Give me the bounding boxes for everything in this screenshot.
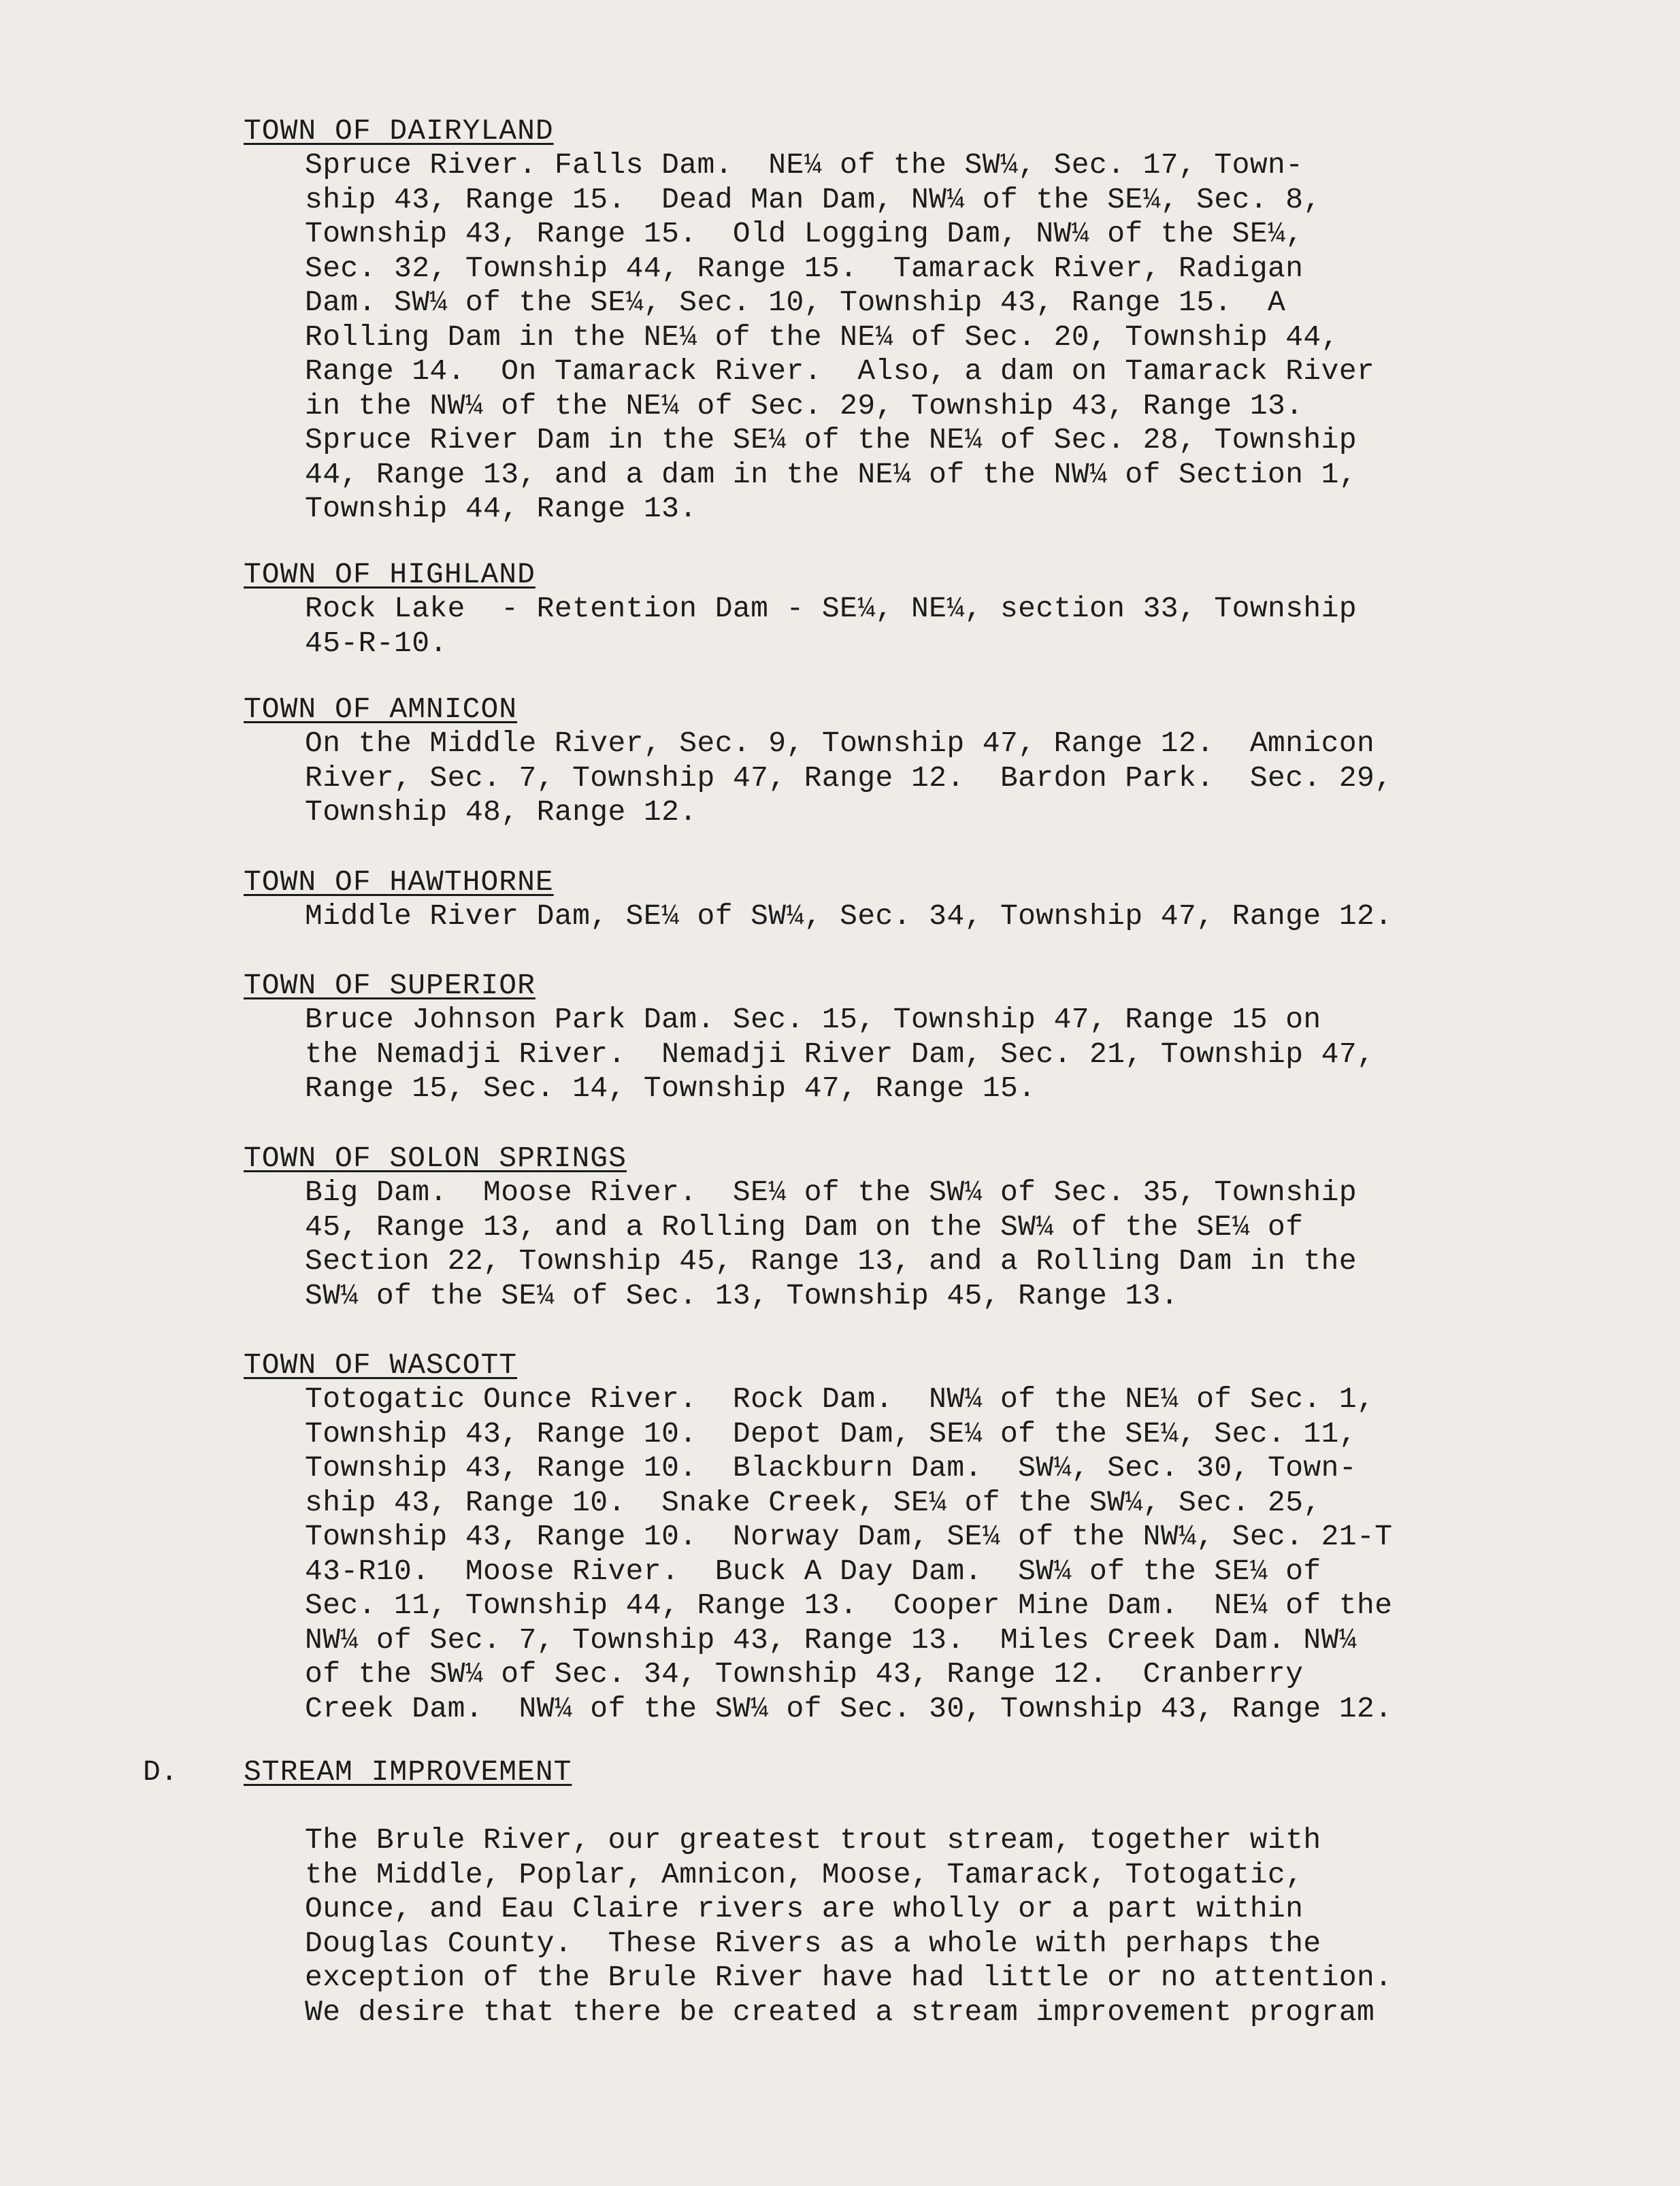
text-line: ship 43, Range 15. Dead Man Dam, NW¼ of the SE¼, Sec. 8, — [305, 182, 1321, 216]
text-line: 44, Range 13, and a dam in the NE¼ of the NW¼ of Section 1, — [305, 457, 1357, 491]
text-line: 43-R10. Moose River. Buck A Day Dam. SW¼ of the SE¼ of — [305, 1554, 1321, 1588]
stream-paragraph — [305, 1823, 1392, 2030]
text-line: the Middle, Poplar, Amnicon, Moose, Tamarack, Totogatic, — [305, 1857, 1304, 1891]
text-line: SW¼ of the SE¼ of Sec. 13, Township 45, Range 13. — [305, 1278, 1179, 1312]
section-entries — [244, 899, 1591, 934]
text-line: Dam. SW¼ of the SE¼, Sec. 10, Township 43, Range 15. A — [305, 286, 1286, 319]
text-line: Township 43, Range 10. Blackburn Dam. SW¼, Sec. 30, Town- — [305, 1451, 1357, 1485]
text-line: We desire that there be created a stream improvement program — [305, 1995, 1375, 2029]
text-line: Township 43, Range 15. Old Logging Dam, NW¼ of the SE¼, — [305, 217, 1304, 250]
text-line: Totogatic Ounce River. Rock Dam. NW¼ of the NE¼ of Sec. 1, — [305, 1382, 1375, 1416]
text-line: exception of the Brule River have had little or no attention. — [305, 1961, 1393, 1994]
section-entries — [244, 1003, 1591, 1106]
section-heading: TOWN OF AMNICON — [244, 693, 518, 726]
text-line: Douglas County. These Rivers as a whole with perhaps the — [305, 1926, 1321, 1960]
section-heading: TOWN OF DAIRYLAND — [244, 114, 554, 148]
text-line: Rock Lake - Retention Dam - SE¼, NE¼, section 33, Township — [305, 592, 1357, 625]
text-line: the Nemadji River. Nemadji River Dam, Sec. 21, Township 47, — [305, 1037, 1375, 1071]
text-line: NW¼ of Sec. 7, Township 43, Range 13. Miles Creek Dam. NW¼ — [305, 1623, 1357, 1657]
text-line: Ounce, and Eau Claire rivers are wholly or a part within — [305, 1892, 1304, 1925]
section-hawthorne — [244, 865, 1591, 934]
section-entries — [244, 727, 1591, 830]
section-highland — [244, 558, 1591, 661]
section-heading: TOWN OF WASCOTT — [244, 1348, 518, 1382]
text-line: Sec. 11, Township 44, Range 13. Cooper Mine Dam. NE¼ of the — [305, 1589, 1393, 1622]
text-line: Middle River Dam, SE¼ of SW¼, Sec. 34, Township 47, Range 12. — [305, 899, 1393, 933]
text-line: Sec. 32, Township 44, Range 15. Tamarack River, Radigan — [305, 251, 1304, 285]
text-line: Section 22, Township 45, Range 13, and a Rolling Dam in the — [305, 1244, 1357, 1278]
section-wascott — [244, 1348, 1591, 1726]
section-entries — [244, 1176, 1591, 1313]
section-letter: D. — [143, 1755, 178, 1789]
text-line: Spruce River Dam in the SE¼ of the NE¼ of Sec. 28, Township — [305, 423, 1357, 457]
text-line: of the SW¼ of Sec. 34, Township 43, Range 12. Cranberry — [305, 1657, 1304, 1691]
text-line: Spruce River. Falls Dam. NE¼ of the SW¼, Sec. 17, Town- — [305, 148, 1304, 182]
text-line: Township 44, Range 13. — [305, 492, 697, 525]
section-entries — [244, 1382, 1591, 1726]
text-line: Township 43, Range 10. Norway Dam, SE¼ of the NW¼, Sec. 21-T — [305, 1520, 1393, 1553]
text-line: in the NW¼ of the NE¼ of Sec. 29, Township 43, Range 13. — [305, 388, 1304, 423]
text-line: 45, Range 13, and a Rolling Dam on the SW¼ of the SE¼ of — [305, 1210, 1304, 1244]
section-solon-springs — [244, 1142, 1591, 1313]
text-line: 45-R-10. — [305, 626, 448, 660]
section-heading: STREAM IMPROVEMENT — [244, 1755, 572, 1789]
text-line: Range 15, Sec. 14, Township 47, Range 15. — [305, 1072, 1036, 1105]
section-entries — [244, 148, 1591, 527]
text-line: Range 14. On Tamarack River. Also, a dam on Tamarack River — [305, 354, 1375, 388]
text-line: River, Sec. 7, Township 47, Range 12. Bardon Park. Sec. 29, — [305, 761, 1393, 795]
text-line: The Brule River, our greatest trout stream, together with — [305, 1823, 1321, 1857]
text-line: Bruce Johnson Park Dam. Sec. 15, Township 47, Range 15 on — [305, 1003, 1321, 1036]
section-heading: TOWN OF SUPERIOR — [244, 969, 536, 1002]
section-superior — [244, 969, 1591, 1106]
section-dairyland — [244, 114, 1591, 527]
section-amnicon — [244, 693, 1591, 830]
text-line: Township 48, Range 12. — [305, 795, 697, 829]
text-line: On the Middle River, Sec. 9, Township 47, Range 12. Amnicon — [305, 727, 1375, 760]
section-stream-improvement — [244, 1755, 1591, 1789]
section-heading: TOWN OF HAWTHORNE — [244, 865, 554, 899]
text-line: ship 43, Range 10. Snake Creek, SE¼ of the SW¼, Sec. 25, — [305, 1485, 1321, 1519]
section-heading: TOWN OF HIGHLAND — [244, 558, 536, 591]
section-heading: TOWN OF SOLON SPRINGS — [244, 1142, 627, 1175]
text-line: Rolling Dam in the NE¼ of the NE¼ of Sec. 20, Township 44, — [305, 320, 1339, 354]
text-line: Creek Dam. NW¼ of the SW¼ of Sec. 30, Township 43, Range 12. — [305, 1691, 1393, 1725]
section-entries — [244, 592, 1591, 661]
text-line: Big Dam. Moose River. SE¼ of the SW¼ of Sec. 35, Township — [305, 1176, 1357, 1209]
text-line: Township 43, Range 10. Depot Dam, SE¼ of the SE¼, Sec. 11, — [305, 1417, 1357, 1451]
